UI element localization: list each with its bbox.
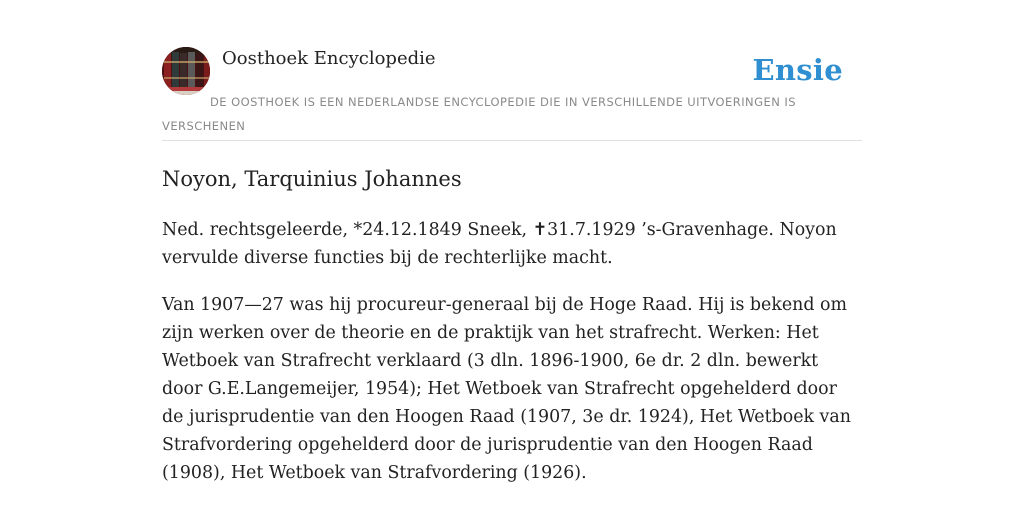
- brand-logo-link[interactable]: Ensie: [752, 53, 843, 87]
- article-paragraph: Van 1907—27 was hij procureur-generaal bij de Hoge Raad. Hij is bekend om zijn werken over de theorie en de praktijk van het strafrecht. Werken: Het Wetboek van Strafrecht verklaard (3 dln. 1896-1900, 6e dr. 2 dln. bewerkt door G.E.Langemeijer, 1954); Het Wetboek van Strafrecht opgehelderd door de jurisprudentie van den Hoogen Raad (1907, 3e dr. 1924), Het Wetboek van Strafvordering opgehelderd door de jurisprudentie van den Hoogen Raad (1908), Het Wetboek van Strafvordering (1926).: [162, 295, 851, 483]
- article: [162, 163, 862, 487]
- source-name[interactable]: Oosthoek Encyclopedie: [222, 48, 436, 69]
- article-title: Noyon, Tarquinius Johannes: [162, 167, 462, 191]
- encyclopedia-books-icon[interactable]: [162, 47, 210, 95]
- source-header: [162, 46, 862, 141]
- article-paragraph: Ned. rechtsgeleerde, *24.12.1849 Sneek, ✝31.7.1929 ’s-Gravenhage. Noyon vervulde diverse functies bij de rechterlijke macht.: [162, 220, 837, 268]
- source-tagline: DE OOSTHOEK IS EEN NEDERLANDSE ENCYCLOPEDIE DIE IN VERSCHILLENDE UITVOERINGEN IS VERSCHENEN: [162, 95, 796, 133]
